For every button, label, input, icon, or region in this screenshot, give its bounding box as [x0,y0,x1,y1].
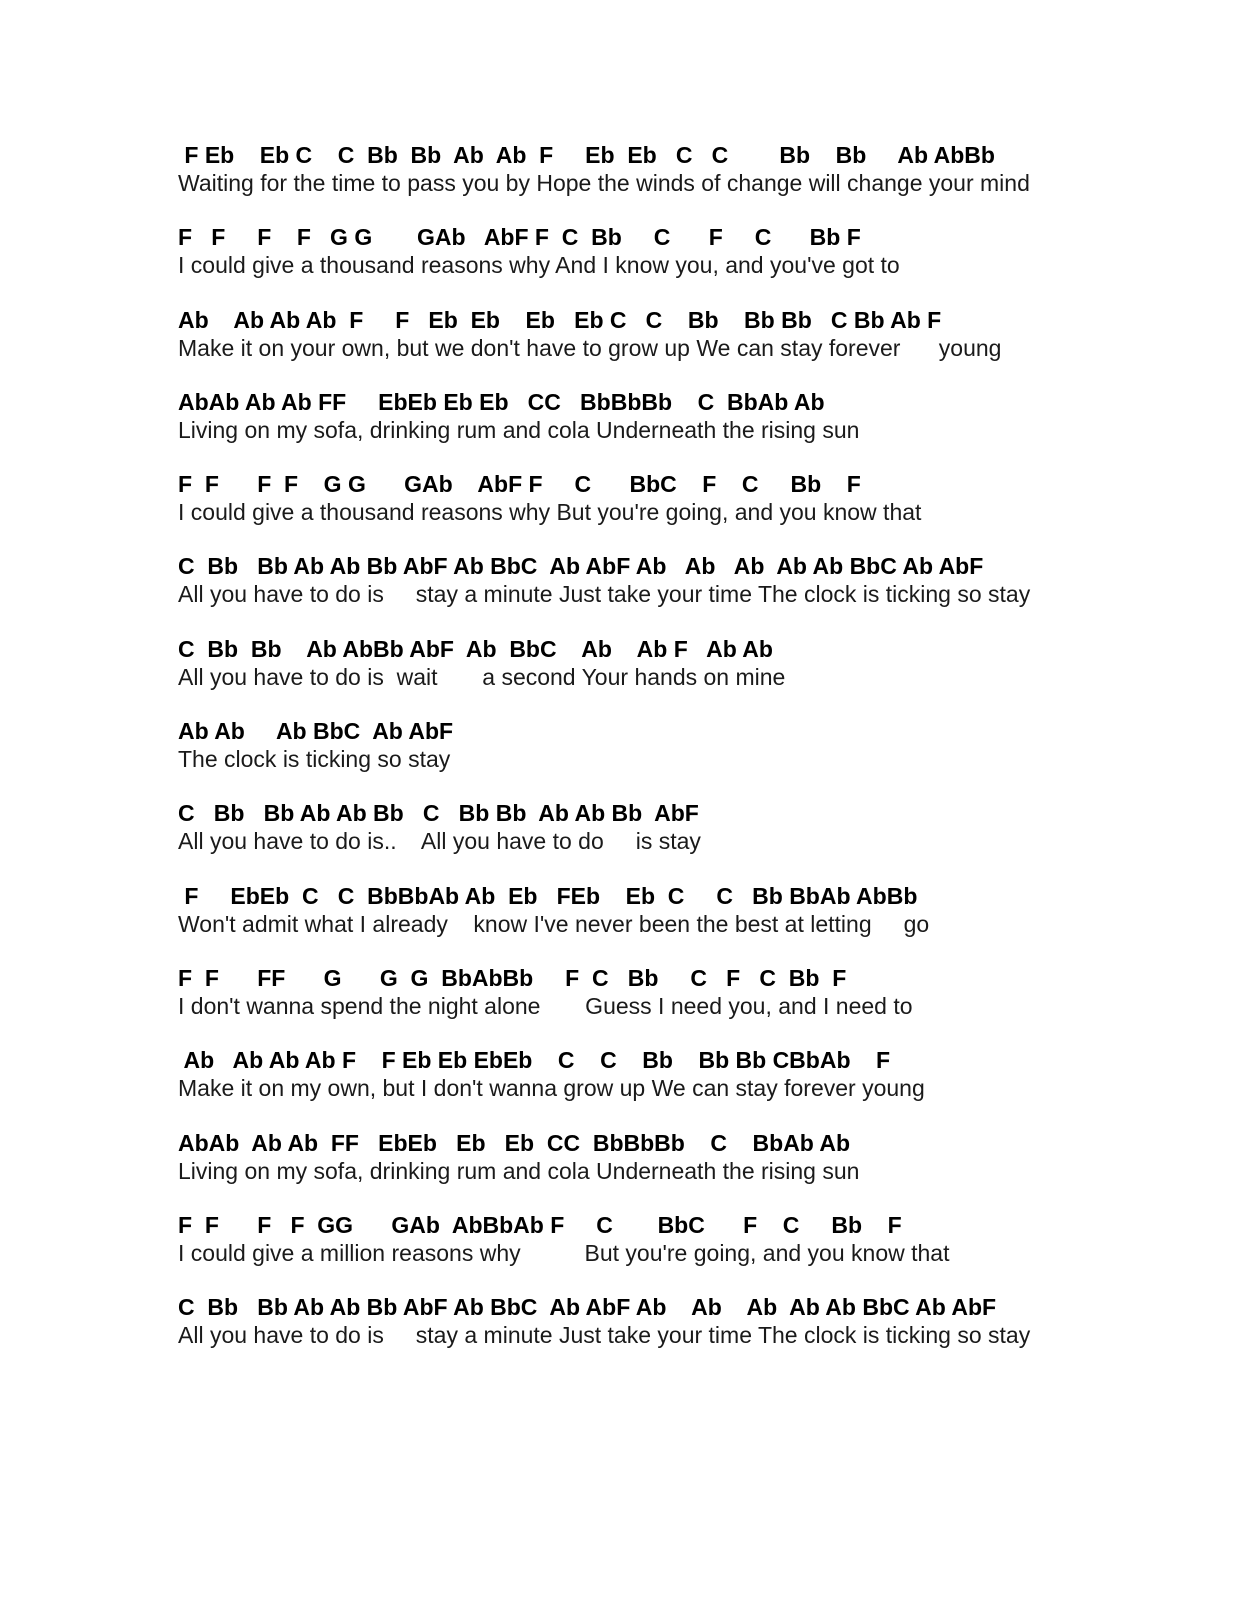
note-line: F EbEb C C BbBbAb Ab Eb FEb Eb C C Bb BbAb AbBb [178,882,918,909]
lyric-line: All you have to do is stay a minute Just take your time The clock is ticking so stay [178,581,1031,608]
note-line: C Bb Bb Ab Ab Bb AbF Ab BbC Ab AbF Ab Ab Ab Ab Ab BbC Ab AbF [178,1294,997,1321]
stanza [178,141,1178,223]
note-line: C Bb Bb Ab AbBb AbF Ab BbC Ab Ab F Ab Ab [178,635,773,662]
lyric-line: Waiting for the time to pass you by Hope the winds of change will change your mind [178,170,1030,196]
stanza [178,1211,1178,1293]
note-line: Ab Ab Ab BbC Ab AbF [178,718,454,745]
note-line: AbAb Ab Ab FF EbEb Eb Eb CC BbBbBb C BbAb Ab [178,1129,851,1156]
lyric-line: The clock is ticking so stay [178,746,451,773]
stanza [178,306,1178,388]
stanza [178,388,1178,470]
note-line: AbAb Ab Ab FF EbEb Eb Eb CC BbBbBb C BbAb Ab [178,388,825,415]
note-line: F F F F G G GAb AbF F C BbC F C Bb F [178,471,861,498]
song-sheet [178,141,1178,1375]
note-line: F F F F GG GAb AbBbAb F C BbC F C Bb F [178,1211,902,1238]
stanza [178,1046,1178,1128]
note-line: C Bb Bb Ab Ab Bb C Bb Bb Ab Ab Bb AbF [178,800,699,827]
lyric-line: Living on my sofa, drinking rum and cola Underneath the rising sun [178,1157,860,1184]
stanza [178,470,1178,552]
lyric-line: Make it on my own, but I don't wanna grow up We can stay forever young [178,1075,925,1102]
stanza [178,635,1178,717]
lyric-line: Make it on your own, but we don't have to grow up We can stay forever young [178,334,1002,361]
lyric-line: Won't admit what I already know I've never been the best at letting go [178,910,930,937]
lyric-line: Living on my sofa, drinking rum and cola Underneath the rising sun [178,416,860,443]
stanza [178,799,1178,881]
stanza [178,964,1178,1046]
lyric-line: All you have to do is stay a minute Just take your time The clock is ticking so stay [178,1322,1031,1349]
stanza [178,223,1178,305]
stanza [178,717,1178,799]
lyric-line: I could give a thousand reasons why And I know you, and you've got to [178,252,900,279]
lyric-line: All you have to do is wait a second Your hands on mine [178,663,786,690]
lyric-line: I could give a million reasons why But you're going, and you know that [178,1239,950,1266]
lyric-line: I could give a thousand reasons why But you're going, and you know that [178,499,922,526]
note-line: F F F F G G GAb AbF F C Bb C F C Bb F [178,224,861,251]
stanza [178,1293,1178,1375]
note-line: Ab Ab Ab Ab F F Eb Eb Eb Eb C C Bb Bb Bb C Bb Ab F [178,306,942,333]
note-line: Ab Ab Ab Ab F F Eb Eb EbEb C C Bb Bb Bb CBbAb F [178,1047,891,1074]
lyric-line: I don't wanna spend the night alone Guess I need you, and I need to [178,992,913,1019]
note-line: F Eb Eb C C Bb Bb Ab Ab F Eb Eb C C Bb Bb Ab AbBb [178,142,995,168]
stanza [178,882,1178,964]
note-line: F F FF G G G BbAbBb F C Bb C F C Bb F [178,964,847,991]
stanza [178,1129,1178,1211]
stanza [178,552,1178,634]
note-line: C Bb Bb Ab Ab Bb AbF Ab BbC Ab AbF Ab Ab Ab Ab Ab BbC Ab AbF [178,553,984,580]
lyric-line: All you have to do is.. All you have to do is stay [178,828,701,855]
